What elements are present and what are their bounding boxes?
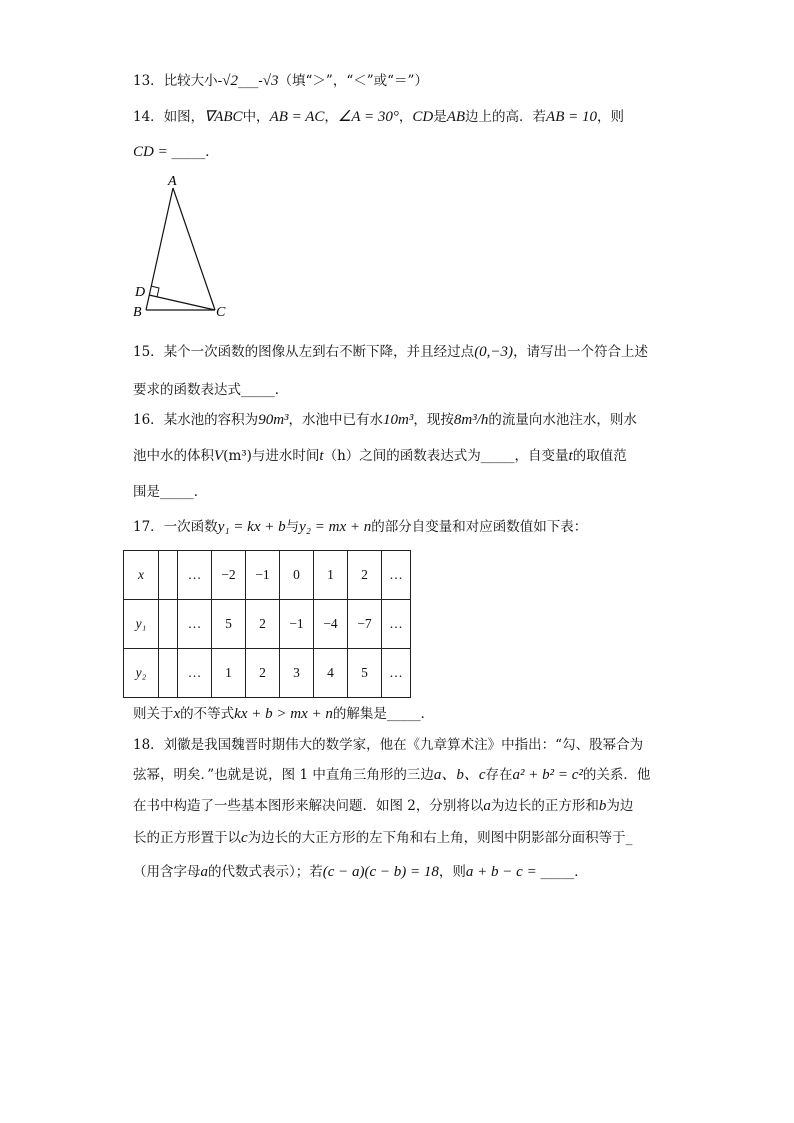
table-cell: −2 [212, 551, 246, 600]
question-18-line4 [133, 828, 632, 848]
table-cell: 2 [246, 649, 280, 698]
point-coordinate: (0,−3) [474, 344, 514, 360]
triangle-figure [128, 168, 238, 323]
variable-t: t [319, 448, 324, 464]
answer-blank: _____ [171, 144, 206, 160]
question-17-text: 则关于 [133, 706, 174, 722]
question-14-number: 14． [133, 109, 164, 125]
question-18-number: 18． [133, 737, 164, 753]
question-18-line2 [133, 765, 650, 785]
pythagorean-equation: a² + b² = c² [512, 767, 583, 783]
table-cell: … [178, 600, 212, 649]
condition-angle-a: ∠A = 30° [337, 109, 399, 125]
table-cell: … [382, 600, 411, 649]
question-14-text: ，则 [597, 109, 624, 125]
question-18-text: 为边 [606, 798, 634, 814]
question-18-line3 [133, 796, 633, 816]
table-cell [159, 649, 178, 698]
answer-blank: _____ [241, 382, 275, 398]
table-cell: 0 [280, 551, 314, 600]
side-ab [146, 188, 173, 310]
capacity-value: 90m³ [258, 412, 289, 428]
question-15-end: ． [274, 382, 289, 398]
question-17-end: ． [420, 706, 435, 722]
question-17-text: 的解集是 [332, 706, 387, 722]
question-18-text: 的代数式表示）；若 [208, 864, 323, 880]
question-16-cont [133, 446, 627, 466]
cd-equals: CD = [133, 144, 172, 160]
question-16-text: 围是 [133, 484, 160, 500]
flow-rate-value: 8m³/h [453, 412, 489, 428]
answer-blank: ___ [237, 73, 259, 89]
question-14-text: ， [324, 109, 338, 125]
answer-blank: _____ [160, 484, 194, 500]
answer-blank: _ [625, 830, 633, 846]
table-row [124, 649, 411, 698]
variable-c: c [241, 830, 248, 846]
question-18-line5 [133, 862, 588, 882]
function-y2: y₂ = mx + n [299, 519, 372, 535]
question-14-text: ， [398, 109, 413, 125]
unit-v: (m³) [223, 448, 252, 464]
sqrt3-expression: √3 [262, 73, 279, 89]
question-15-number: 15． [133, 344, 164, 360]
table-cell: 1 [212, 649, 246, 698]
table-cell: −1 [280, 600, 314, 649]
row-label-x: x [124, 551, 159, 600]
question-18-text: 刘徽是我国魏晋时期伟大的数学家，他在《九章算术注》中指出：“勾、股幂合为 [163, 737, 644, 753]
table-cell: −1 [246, 551, 280, 600]
question-18-text: 弦幂，明矣．”也就是说，图 1 中直角三角形的三边 [133, 767, 434, 783]
label-d: D [135, 285, 146, 300]
question-16-end: ． [193, 484, 208, 500]
question-15 [133, 342, 648, 362]
question-16-cont2 [133, 482, 207, 502]
condition-ab-ac: AB = AC [269, 109, 325, 125]
question-15-text: 某个一次函数的图像从左到右不断下降，并且经过点 [163, 344, 475, 360]
table-cell: … [382, 649, 411, 698]
question-17-text: 一次函数 [163, 519, 218, 535]
question-18-text: 存在 [485, 767, 513, 783]
question-14-text: 边上的高．若 [465, 109, 547, 125]
table-cell: 5 [212, 600, 246, 649]
answer-blank: _____ [386, 706, 421, 722]
question-14-end: ． [205, 144, 219, 160]
table-cell: 3 [280, 649, 314, 698]
answer-blank: _____ [540, 864, 575, 880]
question-13 [133, 71, 428, 91]
question-17-text: 与 [285, 519, 300, 535]
label-a: A [168, 174, 177, 189]
question-17-text: 的部分自变量和对应函数值如下表： [371, 519, 588, 535]
question-18-text: 在书中构造了一些基本图形来解决问题．如图 2，分别将以 [133, 798, 484, 814]
table-cell: … [178, 649, 212, 698]
label-c: C [216, 305, 226, 320]
question-14-text: 是 [433, 109, 447, 125]
table-row [124, 551, 411, 600]
variable-v: V [214, 448, 224, 464]
question-18 [133, 735, 643, 755]
existing-water-value: 10m³ [383, 412, 414, 428]
table-cell: 2 [348, 551, 382, 600]
question-15-cont [133, 380, 288, 400]
table-cell: 4 [314, 649, 348, 698]
table-cell: 2 [246, 600, 280, 649]
table-row [124, 600, 411, 649]
table-cell [159, 600, 178, 649]
altitude-cd [149, 295, 215, 310]
table-cell [159, 551, 178, 600]
question-14-text: 中， [242, 109, 270, 125]
question-18-text: 的关系．他 [582, 767, 651, 783]
function-y1: y₁ = kx + b [217, 519, 286, 535]
table-cell: 5 [348, 649, 382, 698]
question-18-text: 为边长的大正方形的左下角和右上角，则图中阴影部分面积等于 [247, 830, 626, 846]
answer-blank: _____ [480, 448, 515, 464]
product-expression: (c − a)(c − b) = 18 [322, 864, 439, 880]
question-14 [133, 107, 624, 127]
question-17-number: 17． [133, 519, 164, 535]
label-b: B [133, 305, 142, 320]
question-16-text: （h）之间的函数表达式为 [323, 448, 481, 464]
value-table [123, 550, 411, 698]
condition-ab-10: AB = 10 [546, 109, 597, 125]
row-label-y2: y₂ [124, 649, 159, 698]
variable-a: a [200, 864, 208, 880]
question-16-text: 与进水时间 [251, 448, 320, 464]
question-16-text: 的流量向水池注水，则水 [488, 412, 637, 428]
question-16-text: ，现按 [413, 412, 454, 428]
table-cell: −4 [314, 600, 348, 649]
question-13-mid: - [258, 73, 263, 89]
sqrt2-expression: √2 [222, 73, 238, 89]
table-cell: … [178, 551, 212, 600]
side-ac [173, 188, 215, 310]
table-cell: … [382, 551, 411, 600]
question-16-text: ，自变量 [514, 448, 569, 464]
question-15-text: 要求的函数表达式 [133, 382, 241, 398]
question-18-end: ． [574, 864, 588, 880]
question-18-text: ，则 [438, 864, 466, 880]
table-cell: 1 [314, 551, 348, 600]
question-17-text: 的不等式 [180, 706, 235, 722]
variable-b: b [598, 798, 607, 814]
question-13-number: 13． [133, 73, 164, 89]
variable-a: a [483, 798, 491, 814]
inequality: kx + b > mx + n [234, 706, 333, 722]
question-16-text: ，水池中已有水 [288, 412, 384, 428]
variable-t: t [568, 448, 573, 464]
question-17 [133, 517, 587, 537]
question-13-hint: （填“＞”，“＜”或“＝”） [278, 73, 428, 89]
question-14-text: 如图， [163, 109, 205, 125]
question-14-ask [133, 142, 219, 162]
question-16 [133, 410, 637, 430]
row-label-y1: y₁ [124, 600, 159, 649]
question-16-text: 某水池的容积为 [163, 412, 259, 428]
question-16-text: 池中水的体积 [133, 448, 214, 464]
question-13-lead: 比较大小- [163, 73, 223, 89]
question-15-text: ，请写出一个符合上述 [513, 344, 649, 360]
question-18-text: 长的正方形置于以 [133, 830, 241, 846]
question-18-text: 为边长的正方形和 [490, 798, 599, 814]
question-17-ask [133, 704, 434, 724]
sum-expression: a + b − c = [465, 864, 541, 880]
question-16-number: 16． [133, 412, 164, 428]
question-16-text: 的取值范 [572, 448, 627, 464]
question-18-text: （用含字母 [133, 864, 201, 880]
segment-cd: CD [412, 109, 434, 125]
triangle-notation: ∇ABC [204, 109, 243, 125]
table-cell: −7 [348, 600, 382, 649]
variable-x: x [173, 706, 181, 722]
segment-ab: AB [446, 109, 466, 125]
sides-abc: a、b、c [433, 767, 486, 783]
